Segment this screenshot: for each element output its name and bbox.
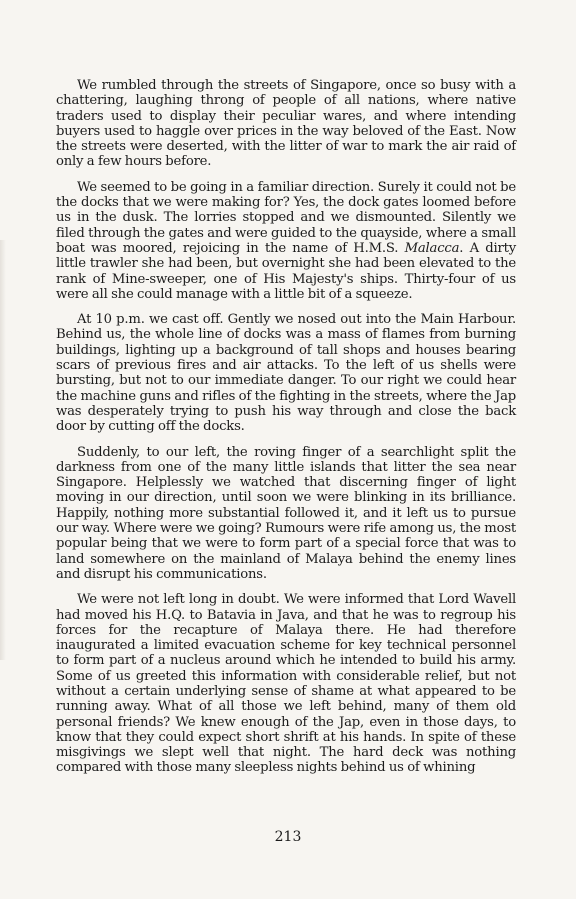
paragraph-5: We were not left long in doubt. We were informed that Lord Wavell had moved his H.Q. to Batavia in Java, and that he was to regroup his forces for the recapture of Malaya there. He had therefore inaugurated a limited evacuation scheme for key technical personnel to form part of a nucleus around which he intended to build his army. Some of us greeted this information with considerable relief, but not without a certain underlying sense of shame at what appeared to be running away. What of all those we left behind, many of them old personal friends? We knew enough of the Jap, even in those days, to know that they could expect short shrift at his hands. In spite of these misgivings we slept well that night. The hard deck was nothing compared with those many sleepless nights behind us of whining [56,592,516,776]
page-number: 213 [274,829,302,845]
paragraph-2: We seemed to be going in a familiar direction. Surely it could not be the docks that we were making for? Yes, the dock gates loomed before us in the dusk. The lorries stopped and we dismounted. Silently we filed through the gates and were guided to the quayside, where a small boat was moored, rejoicing in the name of H.M.S. Malacca. A dirty little trawler she had been, but overnight she had been elevated to the rank of Mine-sweeper, one of His Majesty's ships. Thirty-four of us were all she could manage with a little bit of a squeeze. [56,179,516,302]
body-text [56,78,516,786]
paragraph-1: We rumbled through the streets of Singapore, once so busy with a chattering, laughing throng of people of all nations, where native traders used to display their peculiar wares, and where intending buyers used to haggle over prices in the way beloved of the East. Now the streets were deserted, with the litter of war to mark the air raid of only a few hours before. [56,78,516,170]
ship-name: Malacca [404,240,460,256]
paragraph-3: At 10 p.m. we cast off. Gently we nosed out into the Main Harbour. Behind us, the whole line of docks was a mass of flames from burning buildings, lighting up a background of tall shops and houses bearing scars of previous fires and air attacks. To the left of us shells were bursting, but not to our immediate danger. To our right we could hear the machine guns and rifles of the fighting in the streets, where the Jap was desperately trying to push his way through and close the back door by cutting off the docks. [56,312,516,435]
page-edge-shadow [0,240,6,660]
paragraph-4: Suddenly, to our left, the roving finger of a searchlight split the darkness from one of the many little islands that litter the sea near Singapore. Helplessly we watched that discerning finger of light moving in our direction, until soon we were blinking in its brilliance. Happily, nothing more substantial followed it, and it left us to pursue our way. Where were we going? Rumours were rife among us, the most popular being that we were to form part of a special force that was to land somewhere on the mainland of Malaya behind the enemy lines and disrupt his communications. [56,444,516,582]
